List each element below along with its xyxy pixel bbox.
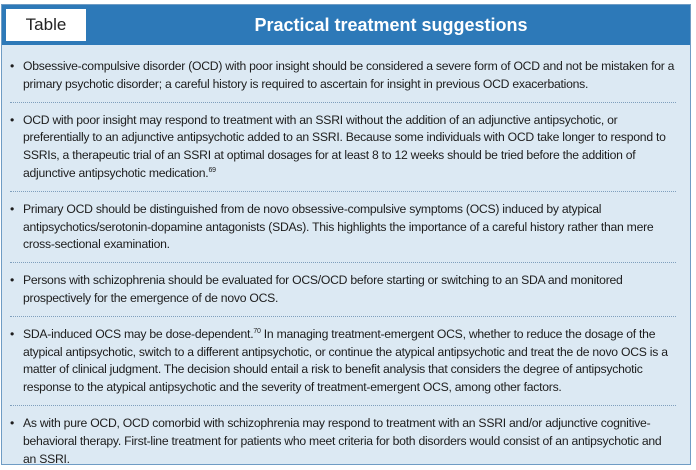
- suggestion-text: Persons with schizophrenia should be evaluated for OCS/OCD before starting or switching to an SDA and monitored prospectively for the emergence of de novo OCS.: [23, 273, 623, 305]
- reference-number: 69: [208, 166, 216, 174]
- bullet-icon: •: [10, 326, 15, 341]
- bullet-icon: •: [10, 201, 15, 216]
- suggestion-text: SDA-induced OCS may be dose-dependent.: [23, 326, 254, 341]
- bullet-icon: •: [10, 273, 15, 288]
- bullet-icon: •: [10, 112, 15, 127]
- suggestion-item: [10, 272, 676, 308]
- treatment-table: [1, 4, 691, 465]
- table-header: [2, 5, 690, 45]
- suggestion-text: OCD with poor insight may respond to treatment with an SSRI without the addition of an adjunctive antipsychotic, or preferentially to an adjunctive antipsychotic added to an SSRI. Because some individuals with OCD take longer to respond to SSRIs, a therapeutic trial of an SSRI at optimal dosages for at least 8 to 12 weeks should be tried before the addition of adjunctive antipsychotic medication.: [23, 112, 666, 180]
- bullet-icon: •: [10, 415, 15, 430]
- table-label: Table: [5, 8, 87, 42]
- divider: [10, 316, 676, 317]
- suggestion-text: Primary OCD should be distinguished from de novo obsessive-compulsive symptoms (OCS) induced by atypical antipsychotics/serotonin-dopamine antagonists (SDAs). This highlights the importance of a careful history rather than mere cross-sectional examination.: [23, 201, 654, 252]
- divider: [10, 191, 676, 192]
- reference-number: 70: [253, 327, 261, 335]
- bullet-icon: •: [10, 59, 15, 73]
- table-title: Practical treatment suggestions: [254, 15, 528, 35]
- suggestion-item: [10, 326, 676, 397]
- suggestion-text: Obsessive-compulsive disorder (OCD) with poor insight should be considered a severe form of OCD and not be mistaken for a primary psychotic disorder; a careful history is required to ascertain for insight in previous OCD exacerbations.: [23, 59, 675, 91]
- suggestion-item: [10, 415, 676, 468]
- suggestion-item: [10, 112, 676, 183]
- suggestion-item: [10, 201, 676, 254]
- suggestion-text-continued: In managing treatment-emergent OCS, whether to reduce the dosage of the atypical antipsychotic, switch to a different antipsychotic, or continue the atypical antipsychotic and treat the de novo OCS is a matter of clinical judgment. The decision should entail a risk to benefit analysis that considers the degree of antipsychotic response to the atypical antipsychotic and the severity of treatment-emergent OCS, among other factors.: [23, 326, 668, 395]
- divider: [10, 405, 676, 406]
- divider: [10, 262, 676, 263]
- suggestion-text: As with pure OCD, OCD comorbid with schizophrenia may respond to treatment with an SSRI and/or adjunctive cognitive-behavioral therapy. First-line treatment for patients who meet criteria for both disorders would consist of an antipsychotic and an SSRI.: [23, 415, 662, 466]
- suggestion-item: [10, 58, 676, 94]
- divider: [10, 102, 676, 103]
- suggestions-list: [2, 45, 690, 464]
